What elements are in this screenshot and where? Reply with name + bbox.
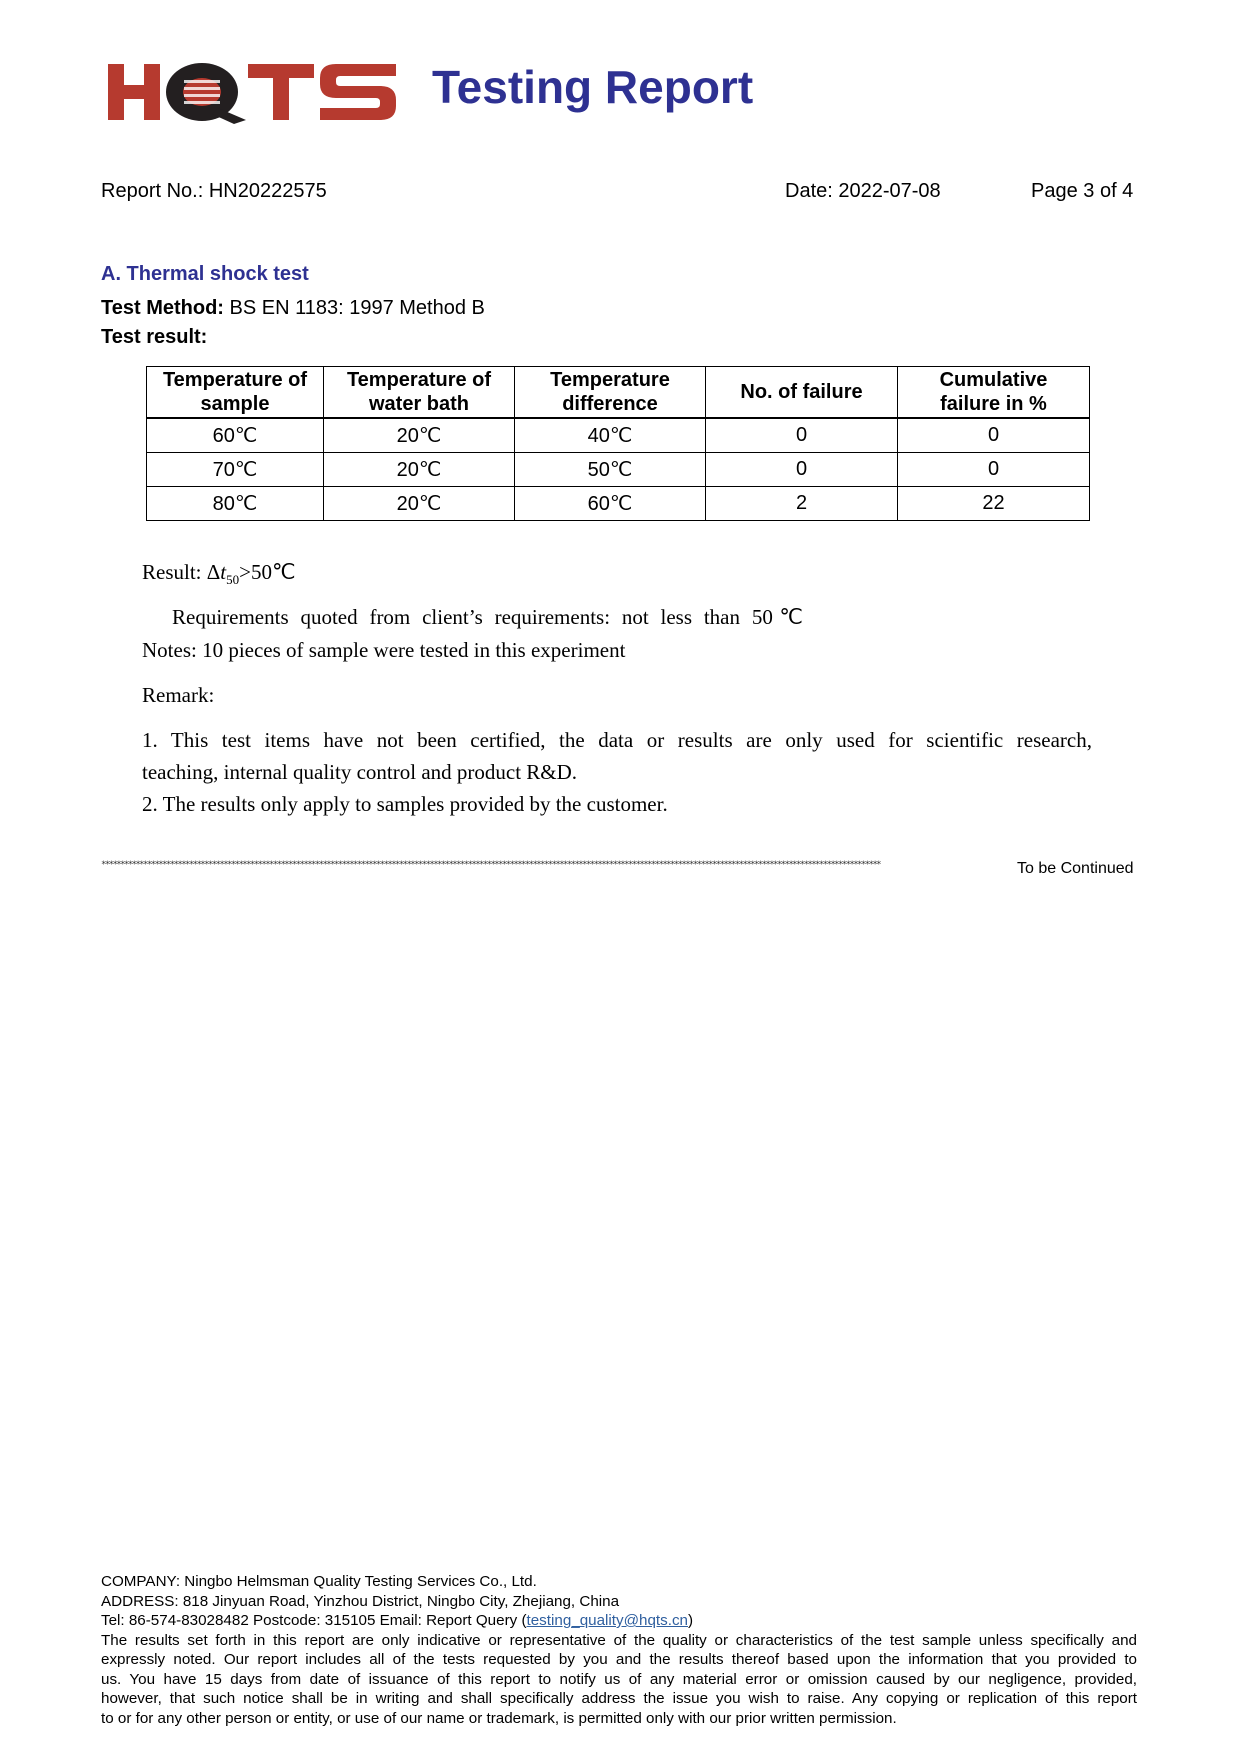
svg-text:HQTS: HQTS — [108, 58, 111, 59]
asterisk-separator: ************************************************************************************************************************************************************************************************************ — [101, 860, 880, 870]
table-row — [147, 418, 1090, 453]
table-cell: 20℃ — [324, 453, 515, 487]
footer — [101, 1572, 1137, 1728]
footer-disclaimer-line: however, that such notice shall be in writing and shall specifically address the issue you wish to raise. Any copying or replication of this report — [101, 1690, 1137, 1707]
test-result-label: Test result: — [101, 326, 208, 348]
table-cell: 0 — [706, 418, 898, 453]
table-cell: 0 — [898, 453, 1090, 487]
footer-disclaimer-last: to or for any other person or entity, or use of our name or trademark, is permitted only with our prior written permission. — [101, 1709, 897, 1727]
table-cell: 80℃ — [147, 487, 324, 521]
remark-item-2: 2. The results only apply to samples provided by the customer. — [142, 792, 668, 816]
footer-contact: Tel: 86-574-83028482 Postcode: 315105 Email: Report Query (testing_quality@hqts.cn) — [101, 1612, 694, 1629]
thermal-shock-table — [146, 366, 1090, 521]
table-cell: 0 — [706, 453, 898, 487]
result-line: Result: $\Delta t_{50}>50℃$ — [142, 560, 296, 588]
test-method-value: BS EN 1183: 1997 Method B — [223, 297, 485, 319]
report-date: Date: 2022-07-08 — [785, 180, 941, 202]
test-method-label: Test Method: — [101, 297, 224, 319]
table-row — [147, 453, 1090, 487]
remark-item-1-line-2: teaching, internal quality control and product R&D. — [142, 760, 578, 784]
page-indicator: Page 3 of 4 — [1031, 180, 1134, 202]
footer-disclaimer-line: expressly noted. Our report includes all of the tests requested by you and the results thereof based upon the information that you provided to — [101, 1651, 1137, 1668]
table-cell: 40℃ — [515, 418, 706, 453]
requirements-text: Requirements quoted from client’s requirements: not less than 50℃ — [172, 605, 803, 629]
header-failures: No. of failure — [706, 367, 898, 419]
notes-text: Notes: 10 pieces of sample were tested in this experiment — [142, 638, 626, 662]
table-cell: 20℃ — [324, 418, 515, 453]
table-cell: 22 — [898, 487, 1090, 521]
report-number: Report No.: HN20222575 — [101, 180, 327, 202]
header-temp-difference: Temperature difference — [515, 367, 706, 419]
test-method — [101, 297, 485, 320]
footer-address: ADDRESS: 818 Jinyuan Road, Yinzhou District, Ningbo City, Zhejiang, China — [101, 1592, 620, 1610]
header-cumulative-failure: Cumulative failure in % — [898, 367, 1090, 419]
remark-item-1-line-1: 1. This test items have not been certified, the data or results are only used for scientific research, — [142, 728, 1092, 752]
table-cell: 50℃ — [515, 453, 706, 487]
table-header-row — [147, 367, 1090, 419]
header-sample-temp: Temperature of sample — [147, 367, 324, 419]
footer-disclaimer-line: The results set forth in this report are only indicative or representative of the quality or characteristics of the test sample unless specifically and — [101, 1631, 1137, 1649]
table-cell: 2 — [706, 487, 898, 521]
footer-email-link[interactable]: testing_quality@hqts.cn — [526, 1612, 688, 1629]
header-water-bath-temp: Temperature of water bath — [324, 367, 515, 419]
table-cell: 60℃ — [147, 418, 324, 453]
remark-title: Remark: — [142, 683, 215, 707]
footer-company: COMPANY: Ningbo Helmsman Quality Testing Services Co., Ltd. — [101, 1573, 537, 1590]
footer-disclaimer-line: us. You have 15 days from date of issuance of this report to notify us of any material error or omission caused by our negligence, provided, — [101, 1670, 1137, 1688]
table-cell: 60℃ — [515, 487, 706, 521]
report-title: Testing Report — [432, 61, 754, 113]
table-cell: 70℃ — [147, 453, 324, 487]
table-cell: 20℃ — [324, 487, 515, 521]
continued-label: To be Continued — [1017, 860, 1134, 877]
section-title: A. Thermal shock test — [101, 263, 309, 285]
table-row — [147, 487, 1090, 521]
hqts-logo — [108, 58, 398, 128]
table-cell: 0 — [898, 418, 1090, 453]
